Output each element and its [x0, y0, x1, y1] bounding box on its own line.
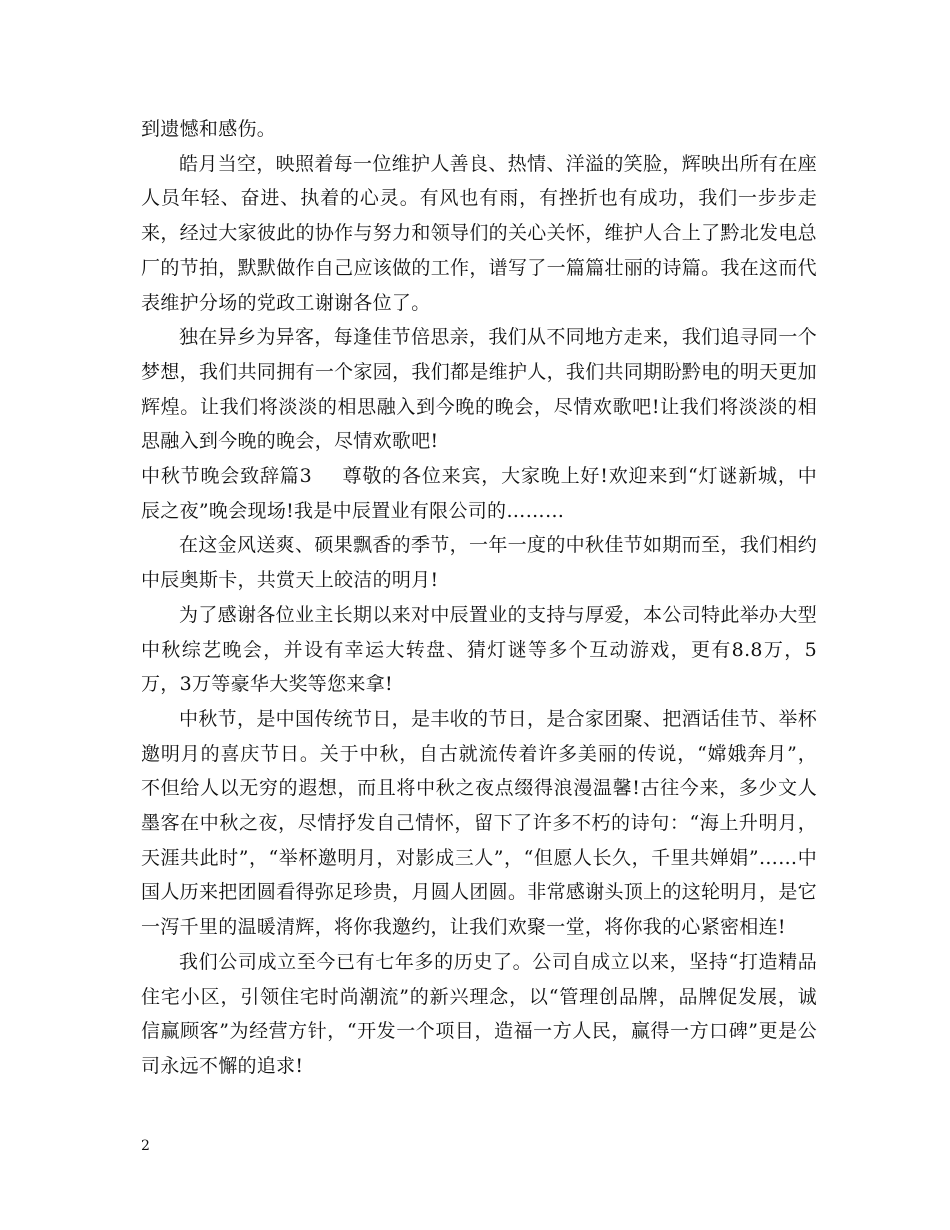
paragraph-homesick: 独在异乡为异客，每逢佳节倍思亲，我们从不同地方走来，我们追寻同一个梦想，我们共同拥有一个家园，我们都是维护人，我们共同期盼黔电的明天更加辉煌。让我们将淡淡的相思融入到今晚的晚会，尽情欢歌吧!让我们将淡淡的相思融入到今晚的晚会，尽情欢歌吧! [141, 326, 817, 453]
section-heading-block [141, 459, 817, 528]
section-heading: 中秋节晚会致辞篇3 [141, 465, 312, 488]
paragraph-gala-prizes: 为了感谢各位业主长期以来对中辰置业的支持与厚爱，本公司特此举办大型中秋综艺晚会，并设有幸运大转盘、猜灯谜等多个互动游戏，更有8.8万，5万，3万等豪华大奖等您来拿! [141, 603, 817, 696]
section-intro: 尊敬的各位来宾，大家晚上好!欢迎来到“灯谜新城，中辰之夜”晚会现场!我是中辰置业有限公司的……… [141, 465, 817, 522]
paragraph-moon-night: 皓月当空，映照着每一位维护人善良、热情、洋溢的笑脸，辉映出所有在座人员年轻、奋进、执着的心灵。有风也有雨，有挫折也有成功，我们一步步走来，经过大家彼此的协作与努力和领导们的关心关怀，维护人合上了黔北发电总厂的节拍，默默做作自己应该做的工作，谱写了一篇篇壮丽的诗篇。我在这而代表维护分场的党政工谢谢各位了。 [141, 152, 817, 314]
document-body [141, 112, 817, 1084]
page-number: 2 [141, 1138, 150, 1154]
paragraph-continuation: 到遗憾和感伤。 [141, 118, 277, 140]
paragraph-mid-autumn-tradition: 中秋节，是中国传统节日，是丰收的节日，是合家团聚、把酒话佳节、举杯邀明月的喜庆节日。关于中秋，自古就流传着许多美丽的传说，“嫦娥奔月”，不但给人以无穷的遐想，而且将中秋之夜点缀得浪漫温馨!古往今来，多少文人墨客在中秋之夜，尽情抒发自己情怀，留下了许多不朽的诗句：“海上升明月，天涯共此时”，“举杯邀明月，对影成三人”，“但愿人长久，千里共婵娟”……中国人历来把团圆看得弥足珍贵，月圆人团圆。非常感谢头顶上的这轮明月，是它一泻千里的温暖清辉，将你我邀约，让我们欢聚一堂，将你我的心紧密相连! [141, 707, 817, 939]
paragraph-festival-season: 在这金风送爽、硕果飘香的季节，一年一度的中秋佳节如期而至，我们相约中辰奥斯卡，共赏天上皎洁的明月! [141, 534, 817, 592]
paragraph-company-history: 我们公司成立至今已有七年多的历史了。公司自成立以来，坚持“打造精品住宅小区，引领住宅时尚潮流”的新兴理念，以“管理创品牌，品牌促发展，诚信赢顾客”为经营方针，“开发一个项目，造福一方人民，赢得一方口碑”更是公司永远不懈的追求! [141, 950, 817, 1077]
